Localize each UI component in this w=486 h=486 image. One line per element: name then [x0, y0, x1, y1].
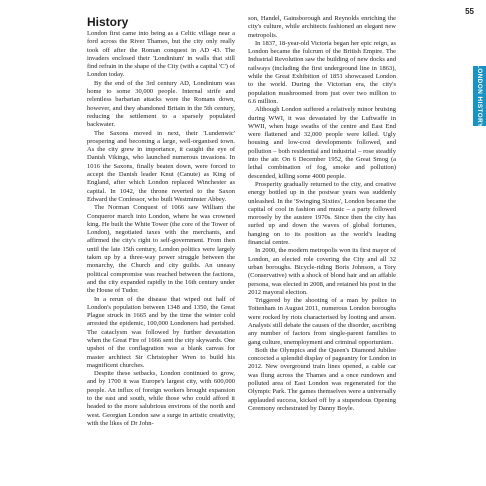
paragraph: son, Handel, Gainsborough and Reynolds enriching the city's culture, while architects fashioned an elegant new metropolis. — [248, 15, 396, 39]
left-column — [87, 30, 235, 428]
section-title: History — [87, 15, 129, 29]
paragraph: Both the Olympics and the Queen's Diamond Jubilee concocted a splendid display of pageantry for London in 2012. New overground train lines opened, a cable car was flung across the Thames and a once rundown and polluted area of East London was regenerated for the Olympic Park. The games themselves were a universally applauded success, kicked off by a stupendous Opening Ceremony orchestrated by Danny Boyle. — [248, 346, 396, 412]
paragraph: Triggered by the shooting of a man by police in Tottenham in August 2011, numerous London boroughs were rocked by riots characterised by looting and arson. Analysts still debate the causes of the disorder, ascribing any number of factors from single-parent families to gang culture, unemployment and criminal opportunism. — [248, 297, 396, 346]
paragraph: The Saxons moved in next, their 'Lundenwic' prospering and becoming a large, well-organised town. As the city grew in importance, it caught the eye of Danish Vikings, who launched numerous invasions. In 1016 the Saxons, finally beaten down, were forced to accept the Danish leader Knut (Canute) as King of England, after which London replaced Winchester as capital. In 1042, the throne reverted to the Saxon Edward the Confessor, who built Westminster Abbey. — [87, 129, 235, 203]
paragraph: Despite these setbacks, London continued to grow, and by 1700 it was Europe's largest city, with 600,000 people. An influx of foreign workers brought expansion to the east and south, while those who could afford it headed to the more salubrious environs of the north and west. Georgian London saw a surge in artistic creativity, with the likes of Dr John- — [87, 370, 235, 427]
page-number: 55 — [465, 7, 474, 16]
paragraph: In a rerun of the disease that wiped out half of London's population between 1348 and 1350, the Great Plague struck in 1665 and by the time the winter cold arrested the epidemic, 100,000 Londoners had perished. The cataclysm was followed by further devastation when the Great Fire of 1666 sent the city skywards. One upshot of the conflagration was a blank canvas for master architect Sir Christopher Wren to build his magnificent churches. — [87, 295, 235, 369]
paragraph: Prosperity gradually returned to the city, and creative energy bottled up in the postwar years was suddenly unleashed. In the 'Swinging Sixties', London became the capital of cool in fashion and music – a party followed morosely by the austere 1970s. Since then the city has surfed up and down the waves of global fortunes, hanging on to its position as the world's leading financial centre. — [248, 180, 396, 247]
paragraph: London first came into being as a Celtic village near a ford across the River Thames, but the city only really took off after the Roman conquest in AD 43. The invaders enclosed their 'Londinium' in walls that still find refrain in the shape of the City (with a capital 'C') of London today. — [87, 30, 235, 79]
section-tab-label: LONDON HISTORY — [476, 64, 483, 128]
right-column — [248, 15, 396, 413]
section-tab[interactable] — [473, 66, 486, 126]
paragraph: In 1837, 18-year-old Victoria began her epic reign, as London became the fulcrum of the British Empire. The Industrial Revolution saw the building of new docks and railways (including the first underground line in 1863), while the Great Exhibition of 1851 showcased London to the world. During the Victorian era, the city's population mushroomed from just over two million to 6.6 million. — [248, 39, 396, 105]
paragraph: By the end of the 3rd century AD, Londinium was home to some 30,000 people. Internal strife and relentless barbarian attacks wore the Romans down, however, and they abandoned Britain in the 5th century, reducing the settlement to a sparsely populated backwater. — [87, 79, 235, 129]
paragraph: The Norman Conquest of 1066 saw William the Conqueror march into London, where he was crowned king. He built the White Tower (the core of the Tower of London), negotiated taxes with the merchants, and affirmed the city's right to self-government. From then until the late 15th century, London politics were largely taken up by a three-way power struggle between the monarchy, the Church and city guilds. An uneasy political compromise was reached between the factions, and the city expanded rapidly in the 16th century under the House of Tudor. — [87, 204, 235, 295]
paragraph: Although London suffered a relatively minor bruising during WWI, it was devastated by the Luftwaffe in WWII, when huge swaths of the centre and East End were flattened and 32,000 people were killed. Ugly housing and low-cost developments followed, and pollution – both residential and industrial – rose steadily into the air. On 6 December 1952, the Great Smog (a lethal combination of fog, smoke and pollution) descended, killing some 4000 people. — [248, 106, 396, 180]
paragraph: In 2000, the modern metropolis won its first mayor of London, an elected role covering the City and all 32 urban boroughs. Bicycle-riding Boris Johnson, a Tory (Conservative) with a shock of blond hair and an affable persona, was elected in 2008, and retained his post in the 2012 mayoral election. — [248, 247, 397, 296]
